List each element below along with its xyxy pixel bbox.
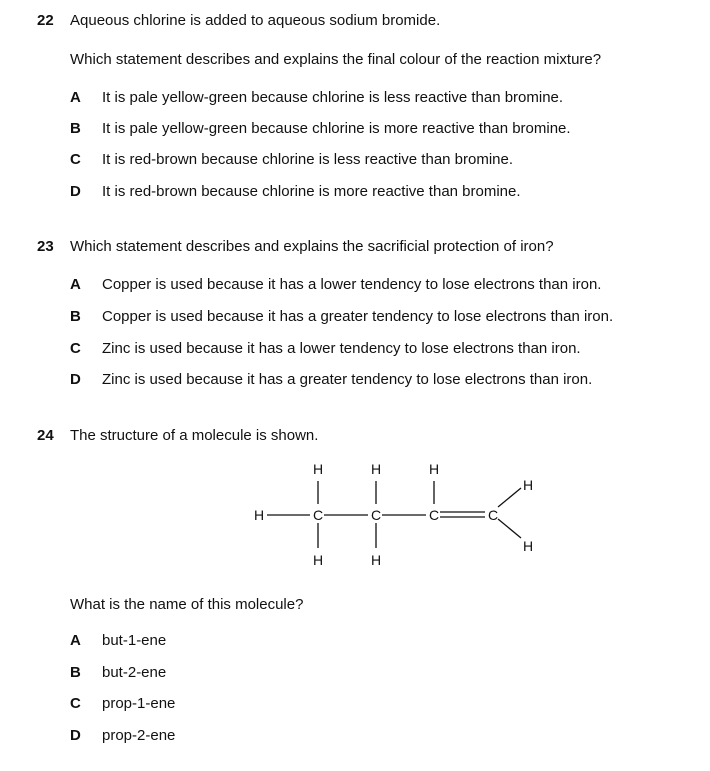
option-text-d[interactable]: Zinc is used because it has a greater tendency to lose electrons than iron. bbox=[102, 371, 593, 388]
atom-c-3: C bbox=[429, 507, 440, 523]
atom-c-2: C bbox=[371, 507, 382, 523]
option-text-a[interactable]: Copper is used because it has a lower tendency to lose electrons than iron. bbox=[102, 276, 602, 293]
option-letter-a: A bbox=[70, 89, 81, 106]
option-text-a[interactable]: It is pale yellow-green because chlorine is less reactive than bromine. bbox=[102, 89, 564, 106]
option-text-d[interactable]: prop-2-ene bbox=[102, 727, 176, 744]
atom-h-right-top: H bbox=[523, 477, 534, 493]
option-text-b[interactable]: It is pale yellow-green because chlorine is more reactive than bromine. bbox=[102, 120, 571, 137]
option-letter-c: C bbox=[70, 151, 81, 168]
option-letter-b: B bbox=[70, 308, 81, 325]
question-stem: Which statement describes and explains the sacrificial protection of iron? bbox=[70, 238, 554, 255]
atom-h-bottom-1: H bbox=[313, 552, 324, 568]
option-letter-d: D bbox=[70, 727, 81, 744]
bond-c4-h-bottom bbox=[498, 519, 521, 538]
atom-c-1: C bbox=[313, 507, 324, 523]
option-letter-b: B bbox=[70, 120, 81, 137]
option-letter-a: A bbox=[70, 276, 81, 293]
question-number: 24 bbox=[37, 427, 54, 444]
option-text-b[interactable]: Copper is used because it has a greater tendency to lose electrons than iron. bbox=[102, 308, 614, 325]
question-number: 23 bbox=[37, 238, 54, 255]
option-text-c[interactable]: Zinc is used because it has a lower tendency to lose electrons than iron. bbox=[102, 340, 581, 357]
atom-h-right-bottom: H bbox=[523, 538, 534, 554]
question-prompt: What is the name of this molecule? bbox=[70, 596, 304, 613]
option-text-c[interactable]: It is red-brown because chlorine is less reactive than bromine. bbox=[102, 151, 514, 168]
option-text-c[interactable]: prop-1-ene bbox=[102, 695, 176, 712]
bond-c4-h-top bbox=[498, 488, 521, 507]
question-prompt: Which statement describes and explains the final colour of the reaction mixture? bbox=[70, 51, 602, 68]
option-letter-a: A bbox=[70, 632, 81, 649]
option-letter-c: C bbox=[70, 695, 81, 712]
option-text-d[interactable]: It is red-brown because chlorine is more reactive than bromine. bbox=[102, 183, 521, 200]
atom-h-top-2: H bbox=[371, 461, 382, 477]
atom-h-top-1: H bbox=[313, 461, 324, 477]
option-text-b[interactable]: but-2-ene bbox=[102, 664, 167, 681]
option-letter-d: D bbox=[70, 183, 81, 200]
option-letter-d: D bbox=[70, 371, 81, 388]
question-stem: Aqueous chlorine is added to aqueous sodium bromide. bbox=[70, 12, 441, 29]
atom-h-top-3: H bbox=[429, 461, 440, 477]
question-number: 22 bbox=[37, 12, 54, 29]
molecule-structure bbox=[240, 455, 560, 575]
option-letter-c: C bbox=[70, 340, 81, 357]
atom-c-4: C bbox=[488, 507, 499, 523]
question-stem: The structure of a molecule is shown. bbox=[70, 427, 319, 444]
atom-h-left: H bbox=[254, 507, 265, 523]
atom-h-bottom-2: H bbox=[371, 552, 382, 568]
option-text-a[interactable]: but-1-ene bbox=[102, 632, 167, 649]
option-letter-b: B bbox=[70, 664, 81, 681]
